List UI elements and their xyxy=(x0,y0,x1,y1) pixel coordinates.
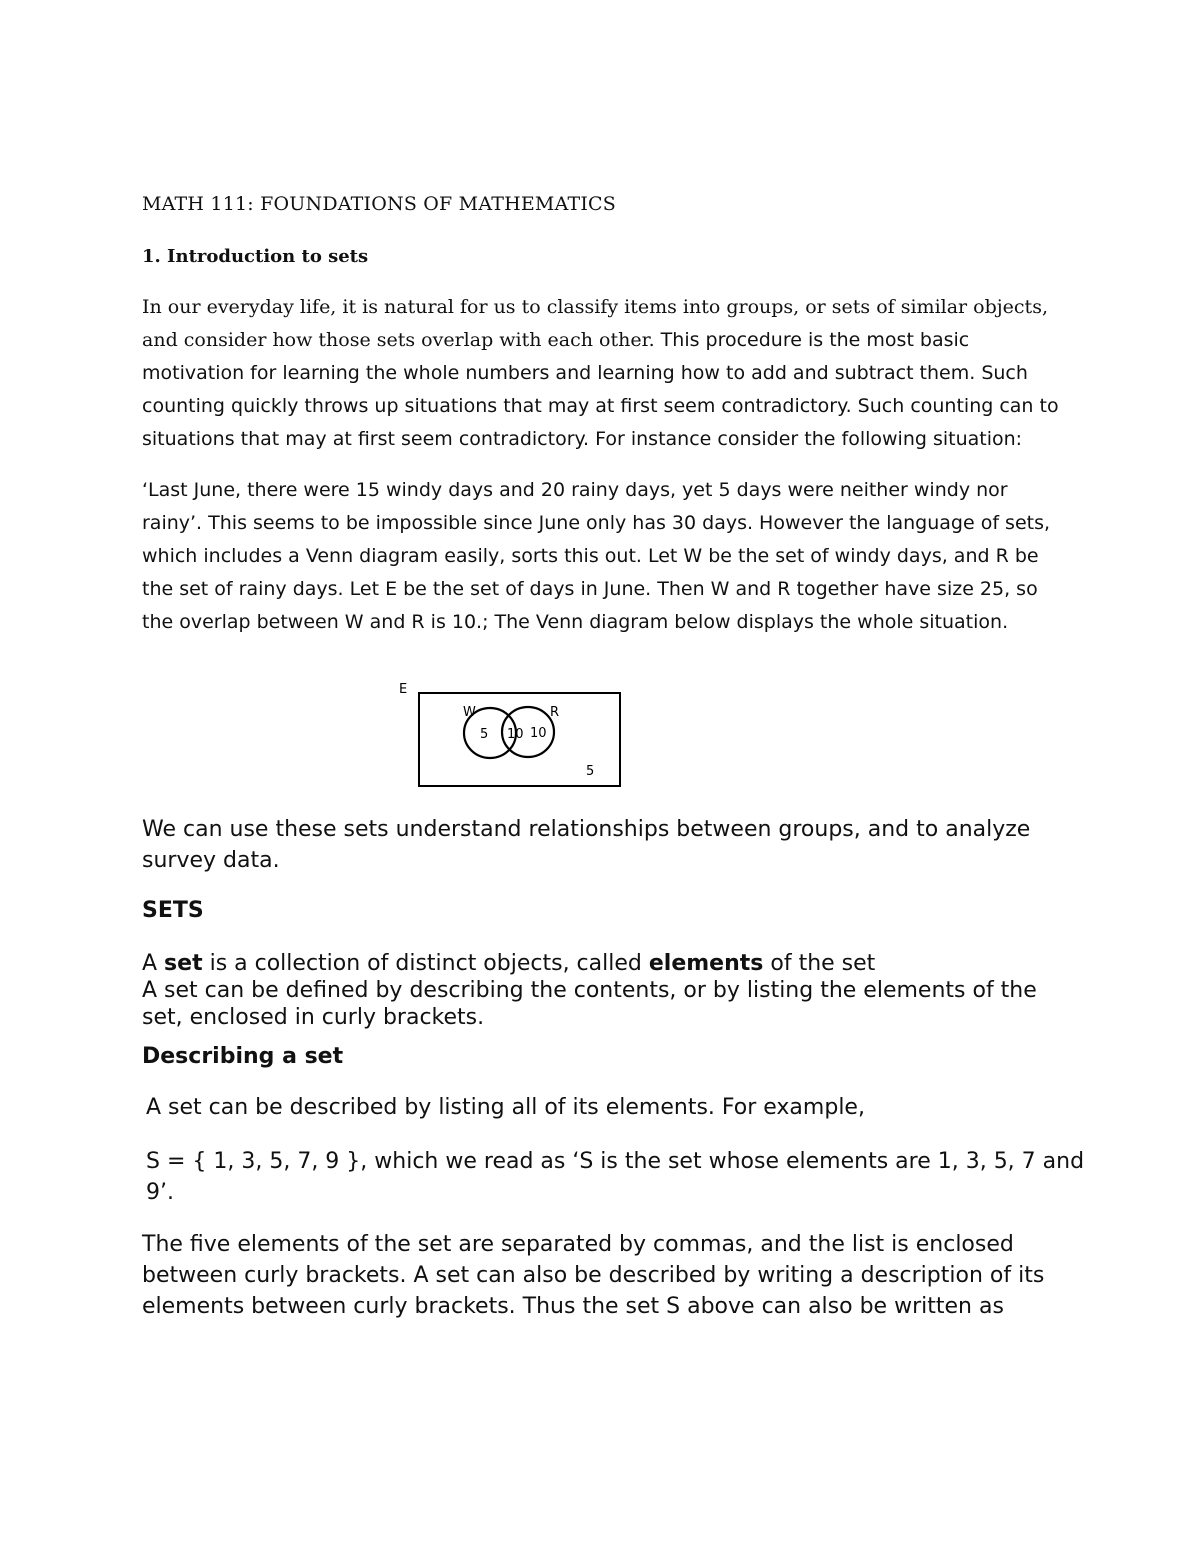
section-heading: 1. Introduction to sets xyxy=(142,246,369,267)
intro-serif-text: In our everyday life, it is natural for us to classify items into groups, or sets of similar objects, and consider how those sets overlap with each other. xyxy=(142,296,1048,351)
universe-label: E xyxy=(399,682,408,697)
june-main-text: ‘Last June, there were 15 windy days and 20 rainy days, yet 5 days were neither windy nor rainy’. This seems to be impossible since June only has 30 days. However the language of sets, which includes a Venn diagram easily, sorts this out. Let W be the set of windy days, and R be the set of rainy days. Let E be the set of days in June. Then W and R together have size 25, xyxy=(142,479,1051,600)
document-title: MATH 111: FOUNDATIONS OF MATHEMATICS xyxy=(142,193,616,215)
intro-sans-text: This procedure is the most basic motivation for learning the whole numbers and learning how to add and subtract them. Such counting quickly throws up situations that may at first seem contradictory. Such counting can to situations that may at first seem contradictory. For instance consider the following situation: xyxy=(142,329,1059,450)
describing-heading: Describing a set xyxy=(142,1044,344,1069)
r-only-count: 10 xyxy=(530,726,547,741)
outside-count: 5 xyxy=(586,764,595,779)
venn-diagram xyxy=(390,672,630,794)
set-def-bold-elements: elements xyxy=(648,951,764,976)
set-example: S = { 1, 3, 5, 7, 9 }, which we read as ‘S is the set whose elements are 1, 3, 5, 7 and 9’. xyxy=(146,1149,1085,1205)
describe-intro: A set can be described by listing all of its elements. For example, xyxy=(146,1095,865,1120)
june-example-paragraph xyxy=(142,474,1062,639)
final-paragraph: The five elements of the set are separated by commas, and the list is enclosed between curly brackets. A set can also be described by writing a description of its elements between curly brackets. Thus the set S above can also be written as xyxy=(142,1232,1045,1319)
set-def-part1: A xyxy=(142,951,165,976)
set-definition xyxy=(142,950,1082,1031)
after-venn-text: We can use these sets understand relationships between groups, and to analyze survey data. xyxy=(142,817,1031,873)
set-def-part2: is a collection of distinct objects, called xyxy=(202,951,649,976)
set-def-part3: of the set xyxy=(763,951,876,976)
w-only-count: 5 xyxy=(480,727,489,742)
set-r-label: R xyxy=(550,705,560,720)
intersection-count: 10 xyxy=(507,727,524,742)
intro-paragraph xyxy=(142,291,1062,456)
june-end-text: so the overlap between W and R is 10.; The Venn diagram below displays the whole situation. xyxy=(142,578,1038,633)
set-def-line2: A set can be defined by describing the contents, or by listing the elements of the set, enclosed in curly brackets. xyxy=(142,978,1037,1030)
set-w-label: W xyxy=(463,705,476,720)
set-def-bold-set: set xyxy=(164,951,203,976)
sets-heading: SETS xyxy=(142,898,204,923)
